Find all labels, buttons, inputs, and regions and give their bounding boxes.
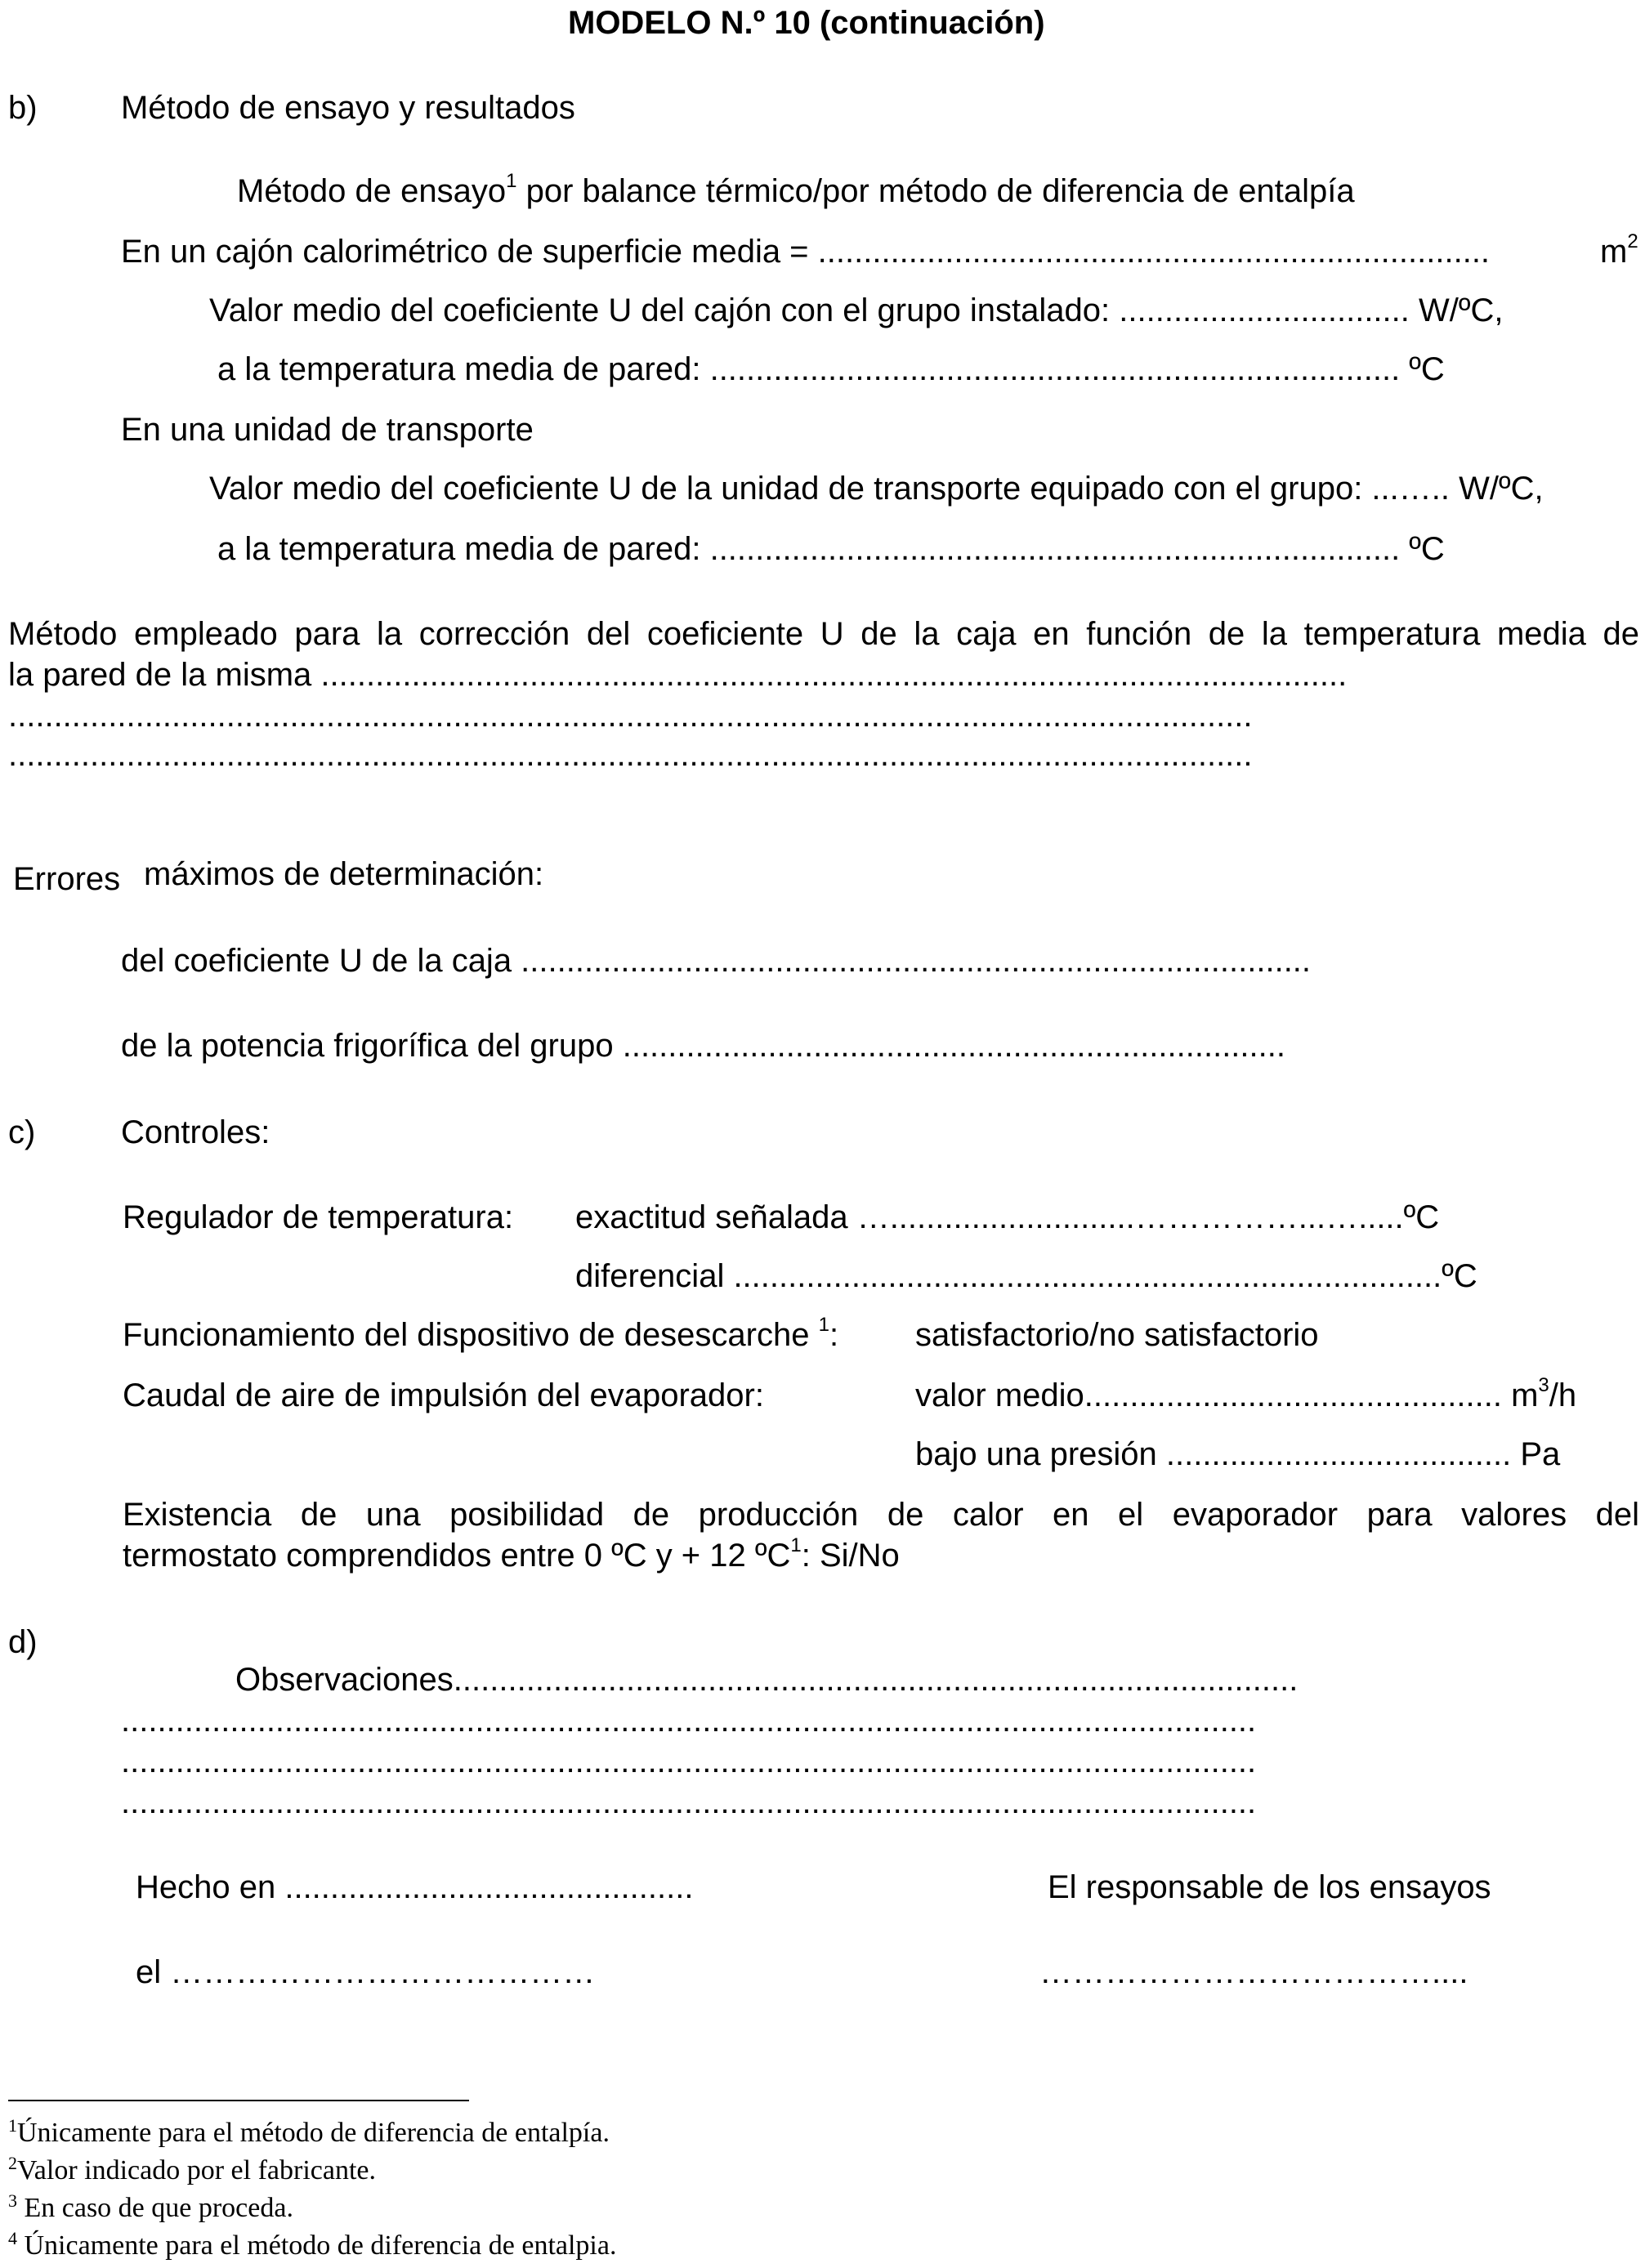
evaporator-airflow-label: Caudal de aire de impulsión del evaporador:	[123, 1377, 764, 1413]
page-title: MODELO N.º 10 (continuación)	[568, 5, 1045, 41]
footnote-4-text: Únicamente para el método de diferencia de entalpia.	[17, 2230, 617, 2261]
section-d-letter: d)	[8, 1624, 38, 1660]
defrost-device-value: satisfactorio/no satisfactorio	[915, 1317, 1319, 1353]
errors-label: Errores	[13, 861, 121, 897]
footnote-2	[8, 2153, 376, 2185]
evaporator-airflow-value	[915, 1374, 1577, 1413]
airflow-unit-sup: 3	[1538, 1374, 1549, 1396]
section-b-letter: b)	[8, 90, 38, 126]
test-method-prefix: Método de ensayo	[237, 173, 507, 209]
footnote-3	[8, 2190, 293, 2223]
error-cooling-power: de la potencia frigorífica del grupo .........................................................................	[121, 1028, 1285, 1064]
test-responsible-label: El responsable de los ensayos	[1048, 1869, 1491, 1905]
footnote-4-number: 4	[8, 2228, 17, 2248]
airflow-pressure: bajo una presión ...................................... Pa	[915, 1436, 1561, 1472]
date-field: el …………………………………	[136, 1954, 596, 1990]
observations-dots-2: .............................................................................................................................	[121, 1743, 1257, 1779]
footnote-1-text: Únicamente para el método de diferencia de entalpía.	[17, 2118, 610, 2148]
correction-method-line2: la pared de la misma .................................................................................................................	[8, 657, 1348, 693]
temperature-regulator-label: Regulador de temperatura:	[123, 1199, 514, 1235]
airflow-unit-end: /h	[1549, 1377, 1577, 1413]
transport-unit-title: En una unidad de transporte	[121, 412, 534, 448]
section-c-letter: c)	[8, 1114, 36, 1150]
footnote-ref-1c: 1	[790, 1534, 802, 1556]
transport-u-coefficient: Valor medio del coeficiente U de la unidad de transporte equipado con el grupo: ...….. W/ºC,	[209, 471, 1544, 507]
section-c-title: Controles:	[121, 1114, 270, 1150]
test-method-suffix: por balance térmico/por método de diferencia de entalpía	[516, 173, 1355, 209]
surface-unit-text: m	[1600, 234, 1628, 270]
transport-wall-temperature: a la temperatura media de pared: ............................................................................ ºC	[217, 531, 1445, 567]
footnote-4	[8, 2228, 617, 2261]
defrost-prefix: Funcionamiento del dispositivo de desescarche	[123, 1317, 819, 1353]
calorimetric-box-surface: En un cajón calorimétrico de superficie media = ..........................................................................	[121, 234, 1491, 270]
observations-label: Observaciones.............................................................................................	[235, 1662, 1299, 1698]
observations-dots-3: .............................................................................................................................	[121, 1784, 1257, 1820]
made-in: Hecho en .............................................	[136, 1869, 694, 1905]
footnote-3-number: 3	[8, 2190, 17, 2211]
surface-unit	[1600, 230, 1638, 270]
box-wall-temperature: a la temperatura media de pared: ............................................................................ ºC	[217, 351, 1445, 387]
defrost-device-label	[123, 1314, 839, 1353]
correction-dots-2: .........................................................................................................................................	[8, 737, 1253, 773]
indicated-accuracy: exactitud señalada …...........................……………...….....ºC	[575, 1199, 1440, 1235]
box-u-coefficient: Valor medio del coeficiente U del cajón con el grupo instalado: ................................ W/ºC,	[209, 292, 1504, 328]
section-b-title: Método de ensayo y resultados	[121, 90, 575, 126]
differential: diferencial ..............................................................................ºC	[575, 1258, 1477, 1294]
airflow-value-text: valor medio.............................................. m	[915, 1377, 1539, 1413]
footnote-2-text: Valor indicado por el fabricante.	[17, 2155, 376, 2185]
defrost-suffix: :	[829, 1317, 839, 1353]
footnote-separator	[8, 2100, 469, 2101]
footnote-1	[8, 2115, 610, 2148]
test-responsible-signature-line: ………………………………....	[1039, 1954, 1468, 1990]
footnote-ref-2: 2	[1627, 230, 1638, 252]
heat-line2-suffix: : Si/No	[801, 1538, 900, 1574]
footnote-ref-1: 1	[506, 170, 517, 192]
error-u-coefficient: del coeficiente U de la caja .......................................................................................	[121, 943, 1312, 979]
observations-dots-1: .............................................................................................................................	[121, 1703, 1257, 1739]
heat-line2-prefix: termostato comprendidos entre 0 ºC y + 12 ºC	[123, 1538, 791, 1574]
heat-production-line2	[123, 1534, 900, 1574]
footnote-3-text: En caso de que proceda.	[17, 2193, 293, 2223]
errors-title: máximos de determinación:	[144, 856, 544, 892]
footnote-2-number: 2	[8, 2153, 17, 2173]
footnote-1-number: 1	[8, 2115, 17, 2136]
correction-dots-1: .........................................................................................................................................	[8, 698, 1253, 734]
correction-method-line1: Método empleado para la corrección del coeficiente U de la caja en función de la temperatura media de	[8, 616, 1639, 652]
heat-production-line1: Existencia de una posibilidad de producción de calor en el evaporador para valores del	[123, 1497, 1639, 1533]
footnote-ref-1b: 1	[818, 1314, 829, 1336]
test-method-line	[237, 170, 1355, 209]
